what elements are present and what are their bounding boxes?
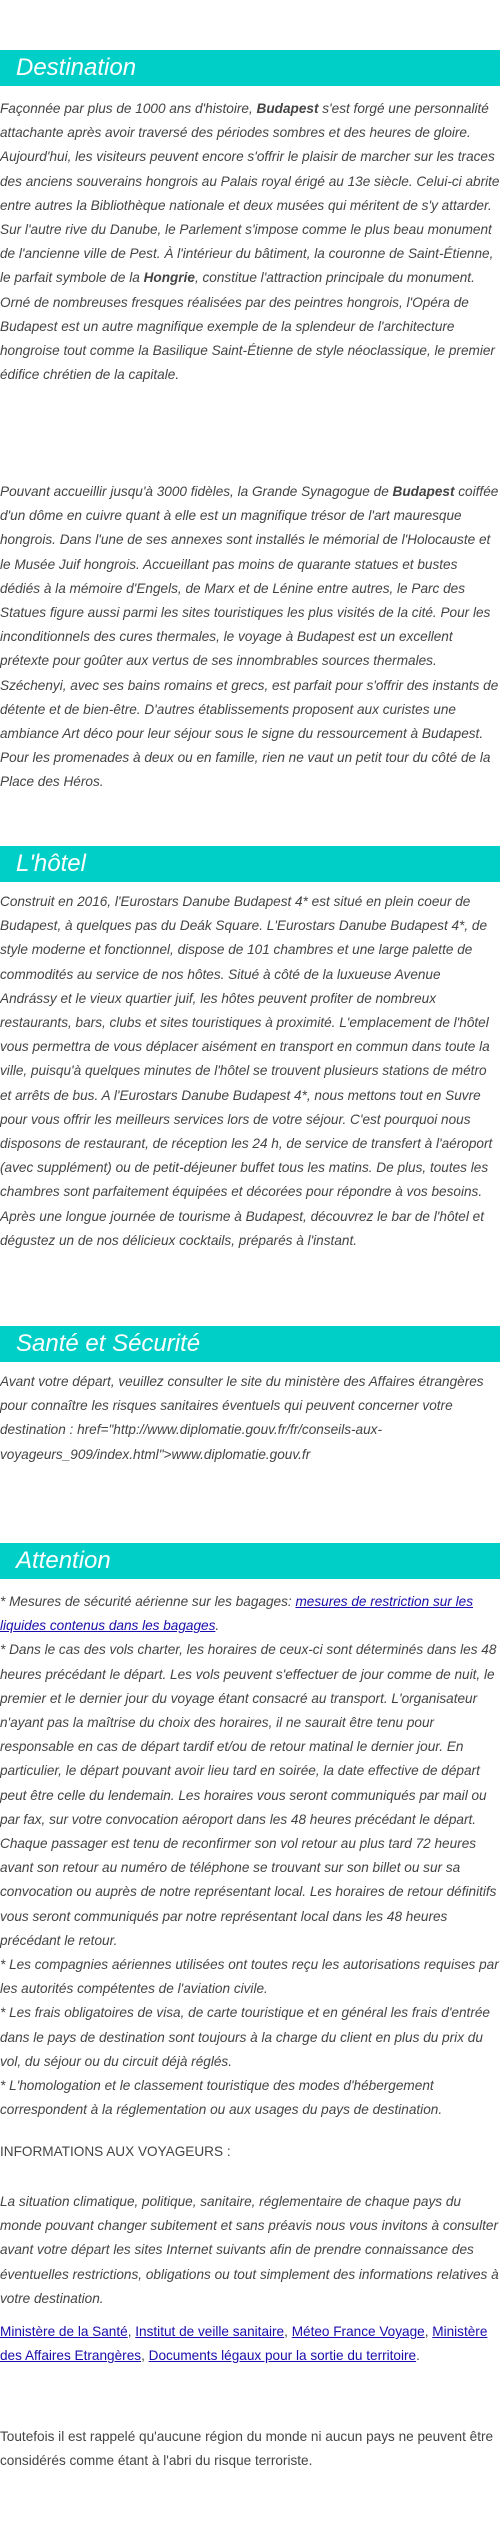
separator: , — [284, 2324, 292, 2339]
attention-item-frais: * Les frais obligatoires de visa, de carte touristique et en général les frais d'entrée dans le pays de destination sont toujours à la charge du client en plus du prix du vol, du séjour ou du circuit déjà réglés. — [0, 2005, 490, 2069]
info-links — [0, 2320, 500, 2368]
attention-list — [0, 1590, 500, 2122]
destination-header — [0, 50, 500, 86]
sante-header — [0, 1326, 500, 1362]
separator: , — [424, 2324, 433, 2339]
meteo-france-link[interactable]: Méteo France Voyage — [291, 2324, 425, 2339]
separator: , — [141, 2348, 149, 2364]
bold-hongrie: Hongrie — [143, 270, 195, 286]
info-voyageurs-paragraph: La situation climatique, politique, sanitaire, réglementaire de chaque pays du monde pouvant changer subitement et sans préavis nous vous invitons à consulter avant votre départ les sites Internet suivants afin de prendre connaissance des éventuelles restrictions, obligations ou tout simplement des informations relatives à votre destination. — [0, 2194, 499, 2306]
text-span: Façonnée par plus de 1000 ans d'histoire, — [0, 101, 257, 116]
text-span: * Mesures de sécurité aérienne sur les bagages: — [0, 1594, 296, 1609]
sante-title: Santé et Sécurité — [16, 1330, 201, 1357]
text-span: . — [215, 1618, 220, 1634]
text-span: s'est forgé une personnalité attachante après avoir traversé des périodes sombres et des heures de gloire. Aujourd'hui, les visiteurs peuvent encore s'offrir le plaisir de marcher sur les traces des anciens souverains hongrois au Palais royal érigé au 13e siècle. Celui-ci abrite entre autres la Bibliothèque nationale et deux musées qui méritent de s'y attarder. Sur l'autre rive du Danube, le Parlement s'impose comme le plus beau monument de l'ancienne ville de Pest. À l'intérieur du bâtiment, la couronne de Saint-Étienne, le parfait symbole de la — [0, 101, 500, 286]
hotel-header — [0, 846, 500, 882]
destination-paragraph-2 — [0, 480, 500, 795]
text-span: , constitue l'attraction principale du monument. Orné de nombreuses fresques réalisées par des peintres hongrois, l'Opéra de Budapest est un autre magnifique exemple de la splendeur de l'architecture hongroise tout comme la Basilique Saint-Étienne de style néoclassique, le premier édifice chrétien de la capitale. — [0, 270, 495, 383]
affaires-etrangeres-link[interactable]: Ministère des Affaires Etrangères — [0, 2324, 488, 2364]
attention-title: Attention — [16, 1547, 111, 1574]
hotel-paragraph: Construit en 2016, l'Eurostars Danube Budapest 4* est situé en plein coeur de Budapest, à quelques pas du Deák Square. L'Eurostars Danube Budapest 4*, de style moderne et fonctionnel, dispose de 101 chambres et une large palette de commodités au service de nos hôtes. Situé à côté de la luxueuse Avenue Andrássy et le vieux quartier juif, les hôtes peuvent profiter de nombreux restaurants, bars, clubs et sites touristiques à proximité. L'emplacement de l'hôtel vous permettra de vous déplacer aisément en transport en commun dans toute la ville, puisqu'à quelques minutes de l'hôtel se trouvent plusieurs stations de métro et arrêts de bus. A l'Eurostars Danube Budapest 4*, nous mettons tout en Suvre pour vous offrir les meilleurs services lors de votre séjour. C'est pourquoi nous disposons de restaurant, de réception les 24 h, de service de transfert à l'aéroport (avec supplément) ou de petit-déjeuner buffet tous les matins. De plus, toutes les chambres sont parfaitement équipées et décorées pour répondre à vos besoins. Après une longue journée de tourisme à Budapest, découvrez le bar de l'hôtel et dégustez un de nos délicieux cocktails, préparés à l'instant. — [0, 894, 493, 1248]
attention-item-compagnies: * Les compagnies aériennes utilisées ont toutes reçu les autorisations requises par les autorités compétentes de l'aviation civile. — [0, 1957, 499, 1997]
terrorisme-paragraph: Toutefois il est rappelé qu'aucune région du monde ni aucun pays ne peuvent être considérés comme étant à l'abri du risque terroriste. — [0, 2429, 494, 2469]
text-span: coiffée d'un dôme en cuivre quant à elle est un magnifique trésor de l'art mauresque hongrois. Dans l'une de ses annexes sont installés le mémorial de l'Holocauste et le Musée Juif hongrois. Accueillant pas moins de quarante statues et bustes dédiés à la mémoire d'Engels, de Marx et de Lénine entre autres, le Parc des Statues figure aussi parmi les sites touristiques les plus visités de la cité. Pour les inconditionnels des cures thermales, le voyage à Budapest est un excellent prétexte pour goûter aux vertus de ses innombrables sources thermales. Széchenyi, avec ses bains romains et grecs, est parfait pour s'offrir des instants de détente et de bien-être. D'autres établissements proposent aux curistes une ambiance Art déco pour leur séjour sous le signe du ressourcement à Budapest. Pour les promenades à deux ou en famille, rien ne vaut un petit tour du côté de la Place des Héros. — [0, 484, 499, 790]
destination-title: Destination — [16, 54, 137, 81]
info-voyageurs-title: INFORMATIONS AUX VOYAGEURS : — [0, 2144, 231, 2159]
text-span: Pouvant accueillir jusqu'à 3000 fidèles, la Grande Synagogue de — [0, 484, 393, 499]
attention-item-homologation: * L'homologation et le classement touristique des modes d'hébergement correspondent à la réglementation ou aux usages du pays de destination. — [0, 2078, 443, 2118]
institut-veille-link[interactable]: Institut de veille sanitaire — [135, 2324, 285, 2339]
attention-header — [0, 1543, 500, 1579]
attention-item-bagages — [0, 1590, 500, 1638]
separator: , — [127, 2324, 136, 2339]
destination-paragraph-1 — [0, 97, 500, 387]
separator: . — [416, 2348, 420, 2364]
bold-budapest: Budapest — [392, 484, 455, 499]
documents-legaux-link[interactable]: Documents légaux pour la sortie du territoire — [148, 2348, 417, 2364]
hotel-title: L'hôtel — [16, 850, 86, 877]
bold-budapest: Budapest — [256, 101, 319, 116]
attention-item-charter: * Dans le cas des vols charter, les horaires de ceux-ci sont déterminés dans les 48 heures précédant le départ. Les vols peuvent s'effectuer de jour comme de nuit, le premier et le dernier jour du voyage étant consacré au transport. L'organisateur n'ayant pas la maîtrise du choix des horaires, il ne saurait être tenu pour responsable en cas de départ tardif et/ou de retour matinal le dernier jour. En particulier, le départ pouvant avoir lieu tard en soirée, la date effective de départ peut être celle du lendemain. Les horaires vous seront communiqués par mail ou par fax, sur votre convocation aéroport dans les 48 heures précédant le départ. Chaque passager est tenu de reconfirmer son vol retour au plus tard 72 heures avant son retour au numéro de téléphone se trouvant sur son billet ou sur sa convocation ou auprès de notre représentant local. Les horaires de retour définitifs vous seront communiqués par notre représentant local dans les 48 heures précédant le retour. — [0, 1642, 497, 1948]
ministere-sante-link[interactable]: Ministère de la Santé — [0, 2324, 128, 2339]
liquides-restriction-link[interactable]: mesures de restriction sur les liquides contenus dans les bagages — [0, 1594, 473, 1634]
sante-paragraph: Avant votre départ, veuillez consulter le site du ministère des Affaires étrangères pour connaître les risques sanitaires éventuels qui peuvent concerner votre destination : href="http://www.diplomatie.gouv.fr/fr/conseils-aux-voyageurs_909/index.html">www.diplomatie.gouv.fr — [0, 1374, 484, 1462]
